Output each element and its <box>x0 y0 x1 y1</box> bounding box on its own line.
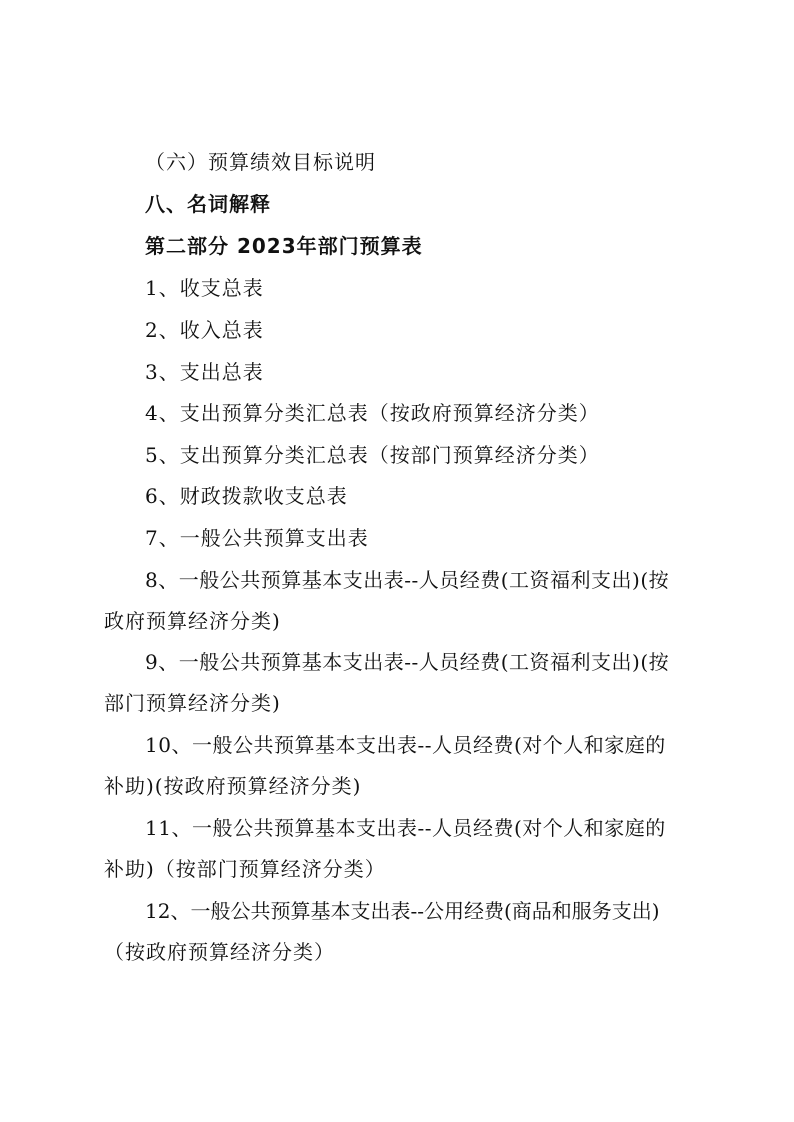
list-item: 7、一般公共预算支出表 <box>145 526 369 550</box>
list-item-continuation: 部门预算经济分类) <box>104 691 281 715</box>
part-heading: 第二部分 2023年部门预算表 <box>145 234 423 258</box>
list-item: 4、支出预算分类汇总表（按政府预算经济分类） <box>145 401 600 425</box>
list-item-continuation: 补助)(按政府预算经济分类) <box>104 774 362 798</box>
list-item: 1、收支总表 <box>145 276 264 300</box>
list-item: 8、一般公共预算基本支出表--人员经费(工资福利支出)(按 <box>145 568 670 592</box>
list-item: 6、财政拨款收支总表 <box>145 484 348 508</box>
list-item-continuation: （按政府预算经济分类） <box>104 940 335 964</box>
list-item-continuation: 补助)（按部门预算经济分类） <box>104 857 386 881</box>
list-item: 5、支出预算分类汇总表（按部门预算经济分类） <box>145 443 600 467</box>
list-item: 11、一般公共预算基本支出表--人员经费(对个人和家庭的 <box>145 816 666 840</box>
list-item: 10、一般公共预算基本支出表--人员经费(对个人和家庭的 <box>145 733 666 757</box>
list-item: 3、支出总表 <box>145 360 264 384</box>
list-item-continuation: 政府预算经济分类) <box>104 609 281 633</box>
list-item: 2、收入总表 <box>145 318 264 342</box>
list-item: 12、一般公共预算基本支出表--公用经费(商品和服务支出) <box>145 899 660 923</box>
section-heading: 八、名词解释 <box>145 192 271 216</box>
list-item: 9、一般公共预算基本支出表--人员经费(工资福利支出)(按 <box>145 650 670 674</box>
subsection-heading: （六）预算绩效目标说明 <box>145 150 376 174</box>
